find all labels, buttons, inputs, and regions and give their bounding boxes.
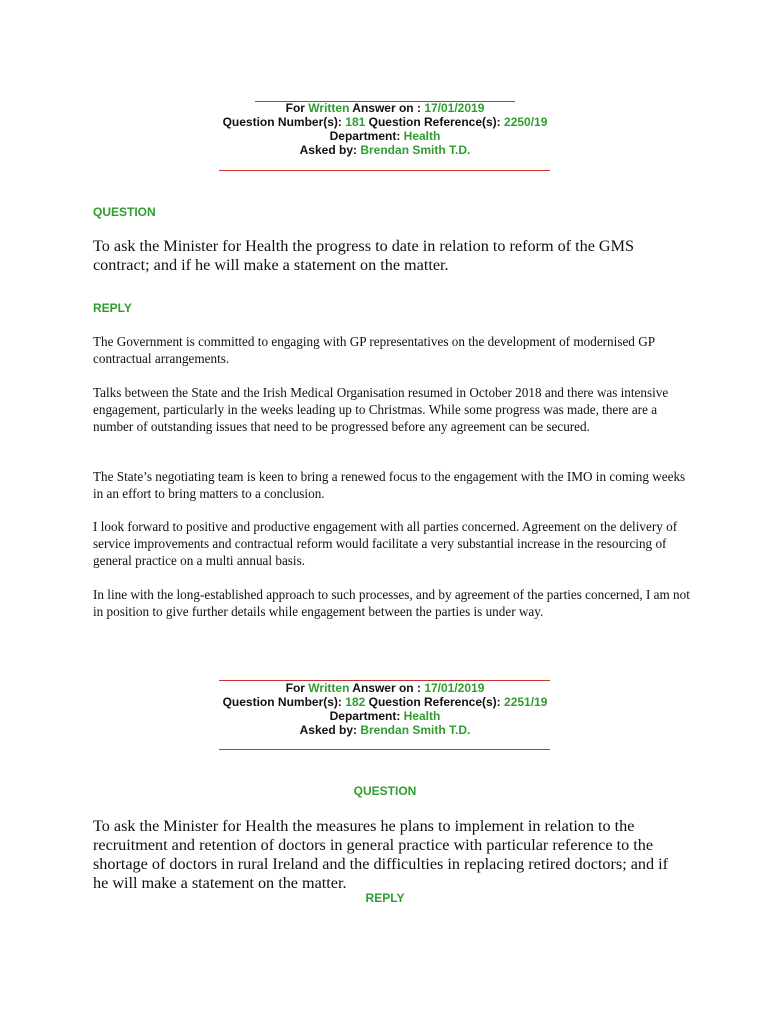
- header-asked-by-line: [0, 723, 770, 737]
- question-reference: 2250/19: [504, 115, 548, 129]
- question-text: To ask the Minister for Health the measures he plans to implement in relation to the recruitment and retention of doctors in general practice with particular reference to the shortage of doctors in rural Ireland and the difficulties in replacing retired doctors; and if he will make a statement on the matter.: [93, 817, 669, 892]
- answer-on-label: Answer on :: [352, 681, 421, 695]
- header-question-line: Question Number(s): 182 Question Reference(s): 2251/19: [222, 695, 548, 709]
- header-answer-line: [0, 681, 770, 695]
- answer-on-label: Answer on :: [352, 101, 421, 115]
- header-asked-by-line: [0, 143, 770, 157]
- question-reference-label: Question Reference(s):: [368, 695, 501, 709]
- department-label: Department:: [329, 709, 401, 723]
- reply-paragraph: Talks between the State and the Irish Medical Organisation resumed in October 2018 and there was intensive engagement, particularly in the weeks leading up to Christmas. While some progress was made, there are a number of outstanding issues that need to be progressed before any agreement can be secured.: [93, 385, 669, 434]
- reply-paragraph: In line with the long-established approach to such processes, and by agreement of the parties concerned, I am not in position to give further details while engagement between the parties is under way.: [93, 587, 690, 619]
- department-label: Department:: [329, 129, 401, 143]
- header-answer-line: [0, 101, 770, 115]
- for-prefix: For: [285, 681, 305, 695]
- asked-by-value: Brendan Smith T.D.: [360, 723, 471, 737]
- asked-by-value: Brendan Smith T.D.: [360, 143, 471, 157]
- question-number: 182: [345, 695, 366, 709]
- reply-paragraph: I look forward to positive and productive engagement with all parties concerned. Agreement on the delivery of service improvements and contractual reform would facilitate a very substantial increase in the resourcing of general practice on a multi annual basis.: [93, 519, 678, 568]
- reply-label: REPLY: [93, 301, 132, 315]
- header-department-line: [0, 709, 770, 723]
- answer-date: 17/01/2019: [424, 681, 485, 695]
- header-question-line: Question Number(s): 181 Question Reference(s): 2250/19: [222, 115, 548, 129]
- reply-paragraph: The Government is committed to engaging with GP representatives on the development of modernised GP contractual arrangements.: [93, 334, 655, 366]
- written-word: Written: [308, 101, 350, 115]
- written-word: Written: [308, 681, 350, 695]
- reply-paragraph: The State’s negotiating team is keen to bring a renewed focus to the engagement with the IMO in coming weeks in an effort to bring matters to a conclusion.: [93, 469, 686, 501]
- answer-date: 17/01/2019: [424, 101, 485, 115]
- for-prefix: For: [285, 101, 305, 115]
- question-number: 181: [345, 115, 366, 129]
- asked-by-label: Asked by:: [299, 143, 357, 157]
- question-label: QUESTION: [93, 205, 156, 219]
- header-bottom-rule: [219, 170, 550, 171]
- question-numbers-label: Question Number(s): [222, 115, 338, 129]
- question-numbers-label: Question Number(s): [222, 695, 338, 709]
- header-bottom-rule: [219, 749, 550, 750]
- asked-by-label: Asked by:: [299, 723, 357, 737]
- department-value: Health: [403, 709, 441, 723]
- question-reference: 2251/19: [504, 695, 548, 709]
- department-value: Health: [403, 129, 441, 143]
- question-text: To ask the Minister for Health the progress to date in relation to reform of the GMS contract; and if he will make a statement on the matter.: [93, 237, 635, 274]
- question-reference-label: Question Reference(s):: [368, 115, 501, 129]
- question-label: QUESTION: [353, 784, 417, 798]
- header-department-line: [0, 129, 770, 143]
- reply-label: REPLY: [365, 891, 405, 905]
